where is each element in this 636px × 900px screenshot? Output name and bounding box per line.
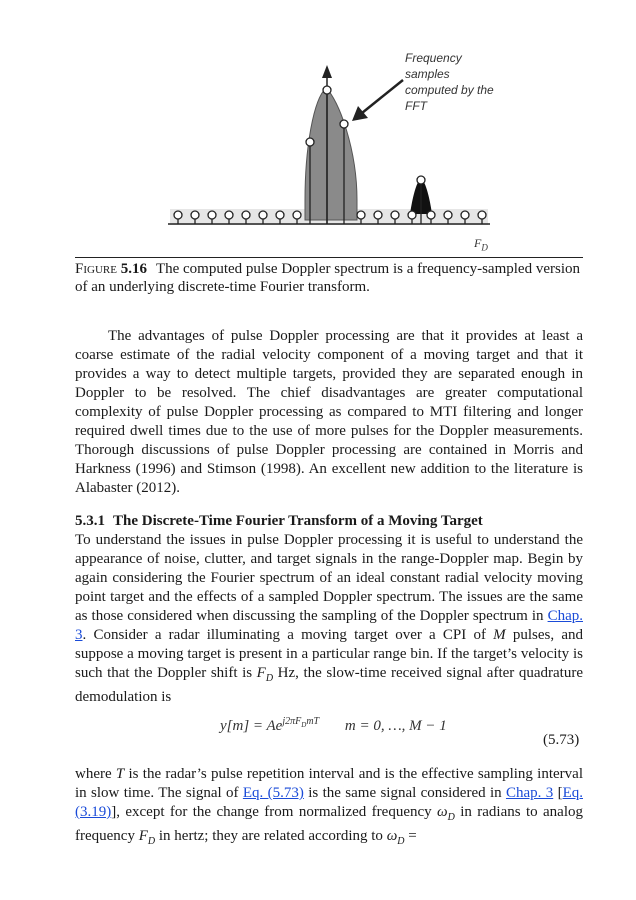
baseline-sample-marker (374, 211, 382, 219)
annotation-line: FFT (405, 99, 427, 113)
sample-marker (417, 176, 425, 184)
paragraph-dtft (75, 531, 583, 707)
equation-number: (5.73) (543, 732, 580, 748)
baseline-sample-marker (461, 211, 469, 219)
baseline-sample-marker (427, 211, 435, 219)
caption-number: 5.16 (120, 261, 147, 277)
eq-5-73-link[interactable]: Eq. (5.73) (242, 785, 304, 801)
caption-text: The computed pulse Doppler spectrum is a frequency-sampled version of an underlying discrete-time Fourier transform. (75, 261, 580, 295)
baseline-sample-marker (208, 211, 216, 219)
baseline-sample-marker (191, 211, 199, 219)
baseline-sample-marker (293, 211, 301, 219)
annotation-arrow-line (362, 80, 403, 113)
sample-marker (340, 120, 348, 128)
baseline-sample-marker (225, 211, 233, 219)
annotation-arrow-head (352, 106, 368, 121)
eq-3-19-link[interactable]: Eq. (3.19) (75, 785, 583, 820)
sample-marker (306, 138, 314, 146)
baseline-sample-marker (174, 211, 182, 219)
frequency-axis-label: $F_D$ (474, 236, 488, 253)
paragraph-text: The advantages of pulse Doppler processing are that it provides at least a coarse estimate of the radial velocity component of a moving target and that it provides a way to detect multiple targets, provided they are separated enough in Doppler to be resolved. The chief disadvantages are greater computational complexity of pulse Doppler processing as compared to MTI filtering and longer required dwell times due to the use of more pulses for the Doppler measurements. Thorough discussions of pulse Doppler processing are contained in Morris and Harkness (1996) and Stimson (1998). An excellent new addition to the literature is Alabaster (2012). (75, 328, 583, 496)
section-title: The Discrete-Time Fourier Transform of a Moving Target (113, 513, 483, 529)
caption-rule (75, 257, 583, 258)
baseline-sample-marker (444, 211, 452, 219)
paragraph-advantages (75, 327, 583, 498)
chap3-link[interactable]: Chap. 3 (75, 608, 583, 643)
annotation-line: computed by the (405, 83, 494, 97)
paragraph-where (75, 765, 583, 851)
baseline-sample-marker (357, 211, 365, 219)
figure-caption (75, 260, 583, 296)
equation-5-73: $y[m] = Ae^{j2\pi F_DmT}$ m = 0, …, M − 1 (220, 716, 447, 734)
doppler-spectrum-figure (0, 0, 636, 260)
section-number: 5.3.1 (75, 513, 105, 529)
baseline-sample-marker (478, 211, 486, 219)
main-lobe (305, 88, 357, 220)
baseline-sample-marker (408, 211, 416, 219)
annotation-line: samples (405, 67, 450, 81)
spectrum-plot (0, 0, 636, 260)
paragraph-text: where T is the radar’s pulse repetition interval and is the effective sampling interval in slow time. The signal of Eq. (5.73) is the same signal considered in Chap. 3 [Eq. (3.19)], except for the change from normalized frequency $\omega_D$ in radians to analog frequency $F_D$ in hertz; they are related according to $\omega_D$ = (75, 766, 583, 847)
annotation-line: Frequency (405, 51, 462, 65)
equation-range: m = 0, …, M − 1 (344, 718, 447, 734)
section-heading (75, 512, 583, 531)
baseline-sample-marker (242, 211, 250, 219)
vertical-axis-arrow (322, 65, 332, 78)
baseline-sample-marker (391, 211, 399, 219)
fft-annotation (405, 50, 494, 114)
paragraph-text: To understand the issues in pulse Doppler processing it is useful to understand the appearance of noise, clutter, and target signals in the range-Doppler map. Begin by again considering the Fourier spectrum of an ideal constant radial velocity moving point target and the effects of a sampled Doppler spectrum. The issues are the same as those considered when discussing the sampling of the Doppler spectrum in Chap. 3. Consider a radar illuminating a moving target over a CPI of M pulses, and suppose a moving target is present in a particular range bin. If the target’s velocity is such that the Doppler shift is $F_D$ Hz, the slow-time received signal after quadrature demodulation is (75, 532, 583, 705)
chap3-link[interactable]: Chap. 3 (505, 785, 554, 801)
baseline-sample-marker (276, 211, 284, 219)
sample-marker (323, 86, 331, 94)
caption-label: Figure (75, 261, 117, 277)
baseline-sample-marker (259, 211, 267, 219)
